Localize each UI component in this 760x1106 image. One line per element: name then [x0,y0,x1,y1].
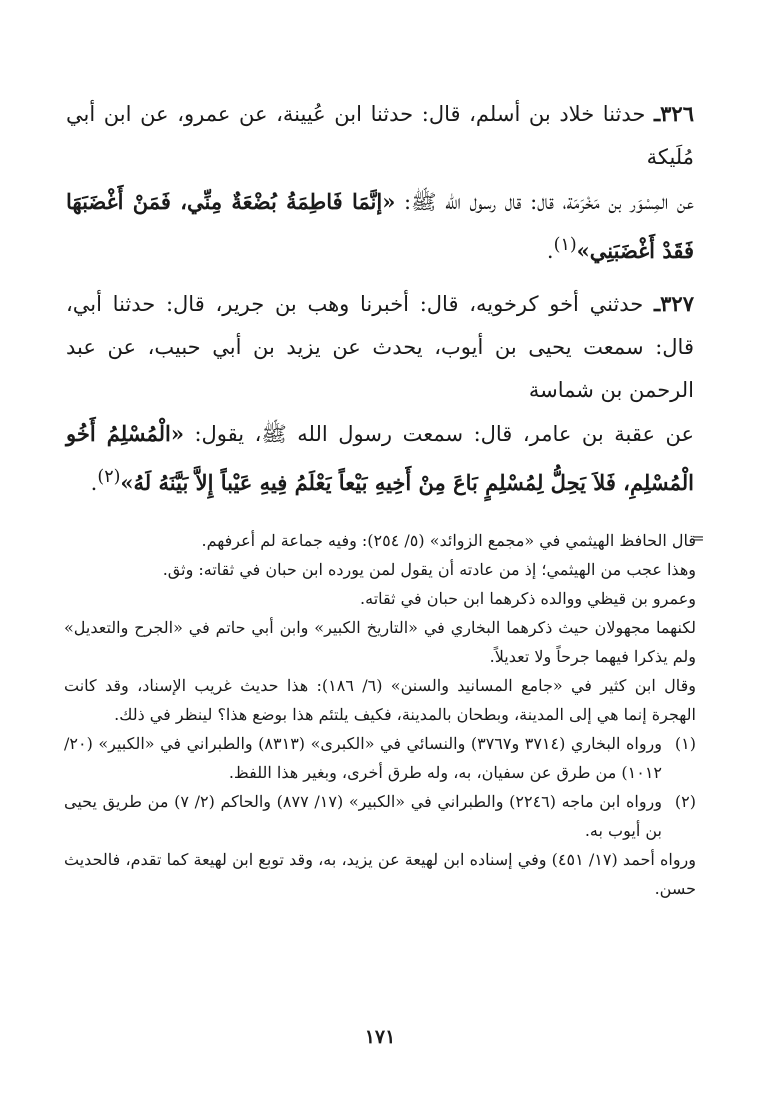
footnote-line: وقال ابن كثير في «جامع المسانيد والسنن» (٦/ ١٨٦): هذا حديث غريب الإسناد، وقد كانت الهجرة إنما هي إلى المدينة، وبطحان بالمدينة، فكيف يلتئم هذا بوضع هذا؟ لينظر في ذلك. [64,676,696,724]
footnote-line: ورواه أحمد (١٧/ ٤٥١) وفي إسناده ابن لهيعة عن يزيد، به، وقد توبع ابن لهيعة كما تقدم، فالحديث حسن. [64,850,697,898]
footnote-ref: (١) [553,235,577,255]
matn-intro: عن عقبة بن عامر، قال: سمعت رسول الله ﷺ، يقول: [183,422,694,446]
footnote-mark: (٢) [674,792,696,811]
hadith-number: ٣٢٧ـ [654,291,694,316]
footnote-1 [64,729,696,787]
footnote-ref: (٢) [97,467,121,487]
footnote-line: وعمرو بن قيظي ووالده ذكرهما ابن حبان في ثقاته. [360,589,696,608]
hadith-327-matn: عن عقبة بن عامر، قال: سمعت رسول الله ﷺ، يقول: «الْمُسْلِمُ أَخُو الْمُسْلِمِ، فَلاَ يَحِلُّ لِمُسْلِمٍ بَاعَ مِنْ أَخِيهِ بَيْعاً يَعْلَمُ فِيهِ عَيْباً إِلاَّ بَيَّنَهُ لَهُ»$^{(٢)}$. [66,421,694,495]
continuation-mark: = [692,529,705,547]
hadith-text: «الْمُسْلِمُ أَخُو الْمُسْلِمِ، فَلاَ يَحِلُّ لِمُسْلِمٍ بَاعَ مِنْ أَخِيهِ بَيْعاً يَعْلَمُ فِيهِ عَيْباً إِلاَّ بَيَّنَهُ لَهُ» [66,421,694,495]
isnad-text: حدثني أخو كرخويه، قال: أخبرنا وهب بن جرير، قال: حدثنا أبي، قال: سمعت يحيى بن أيوب، يحدث عن يزيد بن أبي حبيب، عن عبد الرحمن بن شماسة [66,292,694,402]
footnotes [64,526,696,903]
footnote-text: ورواه البخاري (٣٧١٤ و٣٧٦٧) والنسائي في «الكبرى» (٨٣١٣) والطبراني في «الكبير» (٢٠/ ١٠١٢) من طرق عن سفيان، به، وله طرق أخرى، وبغير هذا اللفظ. [64,734,662,782]
footnote-line: وهذا عجب من الهيثمي؛ إذ من عادته أن يقول لمن يورده ابن حبان في ثقاته: وثق. [162,560,696,579]
hadith-326-isnad [66,92,694,179]
hadith-text: «إنَّمَا فَاطِمَةُ بُضْعَةٌ مِنِّي، فَمَنْ أَغْضَبَهَا فَقَدْ أَغْضَبَنِي» [66,189,694,263]
hadith-327-isnad [66,282,694,412]
isnad-text: حدثنا خلاد بن أسلم، قال: حدثنا ابن عُيينة، عن عمرو، عن ابن أبي مُلَيكة [66,102,694,169]
footnote-2 [64,787,696,845]
footnote-text: ورواه ابن ماجه (٢٢٤٦) والطبراني في «الكبير» (١٧/ ٨٧٧) والحاكم (٢/ ٧) من طريق يحيى بن أيوب به. [64,792,663,840]
footnote-line: لكنهما مجهولان حيث ذكرهما البخاري في «التاريخ الكبير» وابن أبي حاتم في «الجرح والتعديل» ولم يذكرا فيهما جرحاً ولا تعديلاً. [64,618,696,666]
page-number: ١٧١ [364,1026,396,1048]
hadith-326-matn: عن المِسْوَر بن مَخْرَمَة، قال: قال رسول الله ﷺ: «إنَّمَا فَاطِمَةُ بُضْعَةٌ مِنِّي، فَمَنْ أَغْضَبَهَا فَقَدْ أَغْضَبَنِي»$^{(١)}$. [66,189,694,263]
footnote-line: قال الحافظ الهيثمي في «مجمع الزوائد» (٥/ ٢٥٤): وفيه جماعة لم أعرفهم. [201,531,696,550]
footnote-mark: (١) [674,734,696,753]
matn-intro: عن المِسْوَر بن مَخْرَمَة، قال: قال رسول الله ﷺ: [395,190,694,214]
hadith-number: ٣٢٦ـ [654,101,694,126]
